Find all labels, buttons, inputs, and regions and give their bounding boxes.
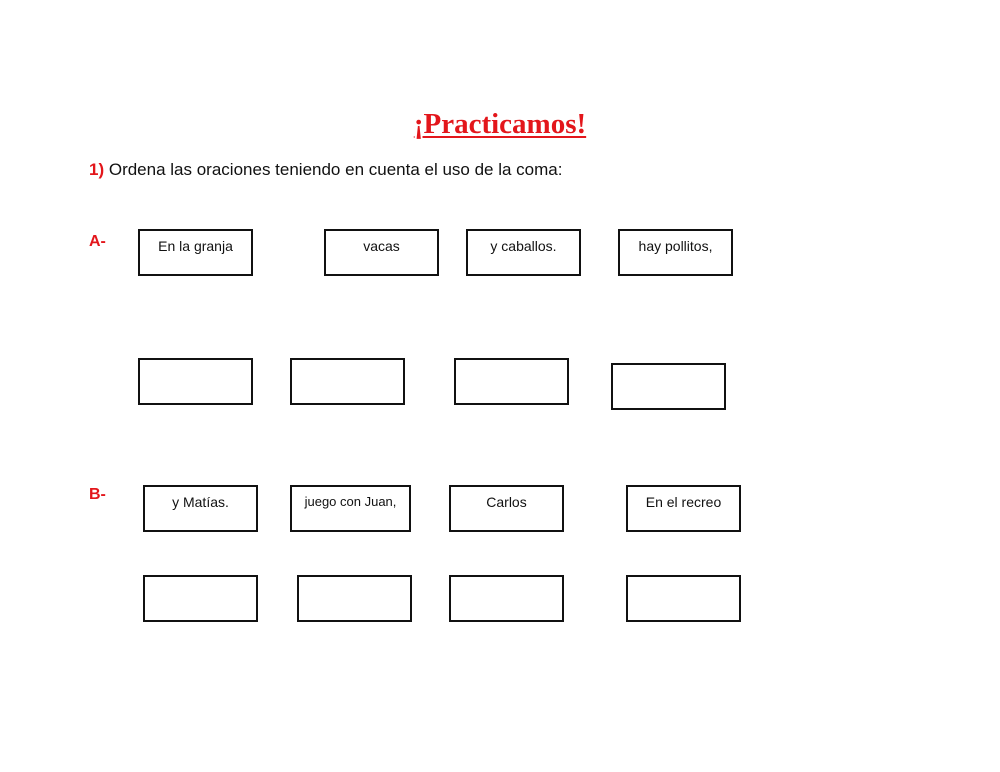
word-card[interactable]: Carlos [449, 485, 564, 532]
answer-slot[interactable] [454, 358, 569, 405]
worksheet-title: ¡Practicamos! [413, 108, 587, 140]
answer-slot[interactable] [143, 575, 258, 622]
word-card[interactable]: hay pollitos, [618, 229, 733, 276]
answer-slot[interactable] [449, 575, 564, 622]
instruction-number: 1) [89, 160, 105, 179]
section-a-label: A- [89, 233, 106, 250]
word-card[interactable]: vacas [324, 229, 439, 276]
answer-slot[interactable] [611, 363, 726, 410]
instruction-text: Ordena las oraciones teniendo en cuenta el uso de la coma: [104, 160, 563, 179]
word-card[interactable]: En el recreo [626, 485, 741, 532]
word-card[interactable]: y caballos. [466, 229, 581, 276]
answer-slot[interactable] [297, 575, 412, 622]
word-card[interactable]: En la granja [138, 229, 253, 276]
answer-slot[interactable] [626, 575, 741, 622]
answer-slot[interactable] [138, 358, 253, 405]
section-b-label: B- [89, 486, 106, 503]
word-card[interactable]: juego con Juan, [290, 485, 411, 532]
instruction [89, 160, 562, 180]
word-card[interactable]: y Matías. [143, 485, 258, 532]
answer-slot[interactable] [290, 358, 405, 405]
